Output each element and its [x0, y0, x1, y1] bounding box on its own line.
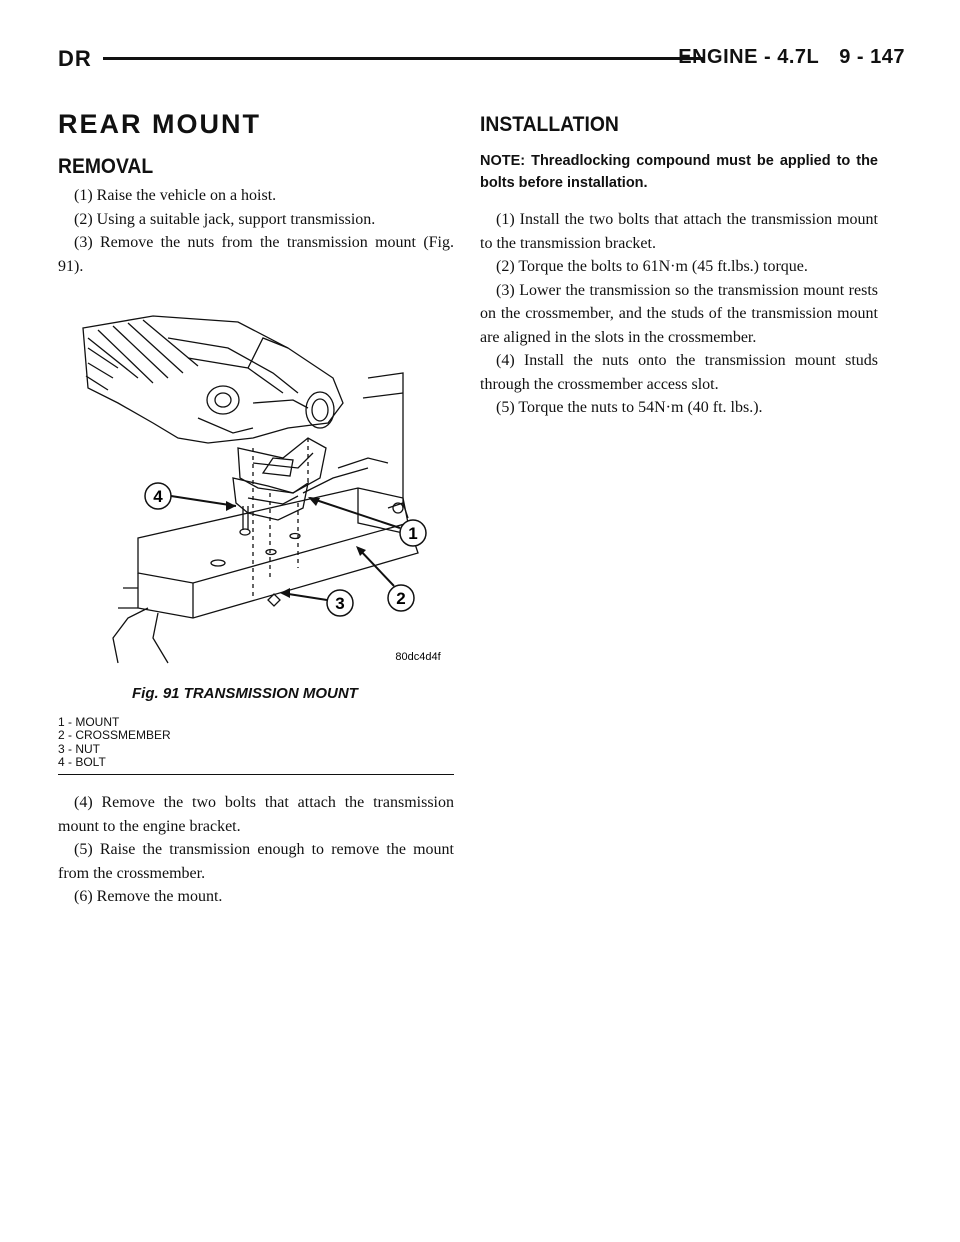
installation-step: (1) Install the two bolts that attach the transmission mount to the transmission bracket.: [480, 211, 878, 252]
installation-step: (2) Torque the bolts to 61N·m (45 ft.lbs.) torque.: [496, 258, 808, 275]
page-header: [58, 40, 905, 76]
legend-item: 3 - NUT: [58, 741, 100, 756]
header-section: [678, 46, 905, 69]
legend-item: 2 - CROSSMEMBER: [58, 728, 171, 742]
callout-3: 3: [335, 594, 345, 613]
header-rule: [103, 57, 703, 60]
removal-step: (5) Raise the transmission enough to remove the mount from the crossmember.: [58, 841, 454, 882]
removal-heading: REMOVAL: [58, 155, 154, 178]
figure-legend: [58, 716, 454, 770]
header-page-number: 9 - 147: [839, 46, 905, 68]
threadlock-note: NOTE: Threadlocking compound must be applied to the bolts before installation.: [480, 153, 878, 191]
right-column: [480, 108, 878, 420]
header-model-code: DR: [58, 46, 92, 71]
figure-code: 80dc4d4f: [395, 651, 441, 663]
installation-step: (3) Lower the transmission so the transmission mount rests on the crossmember, and the studs of the transmission mount are aligned in the slots in the crossmember.: [480, 281, 878, 346]
figure-caption: Fig. 91 TRANSMISSION MOUNT: [132, 685, 358, 702]
removal-step: (2) Using a suitable jack, support transmission.: [74, 210, 376, 228]
legend-item: 4 - BOLT: [58, 755, 106, 769]
section-title: REAR MOUNT: [58, 109, 261, 139]
header-section-title: ENGINE - 4.7L: [678, 46, 820, 68]
transmission-mount-illustration: [58, 308, 454, 668]
figure-divider: [58, 774, 454, 776]
removal-step: (4) Remove the two bolts that attach the transmission mount to the engine bracket.: [58, 794, 454, 835]
removal-step: (3) Remove the nuts from the transmission mount (Fig. 91).: [58, 234, 454, 275]
installation-step: (4) Install the nuts onto the transmission mount studs through the crossmember access slot.: [480, 352, 878, 393]
figure-transmission-mount: [58, 308, 454, 775]
legend-item: 1 - MOUNT: [58, 714, 120, 729]
left-column: [58, 108, 454, 909]
removal-step: (6) Remove the mount.: [74, 888, 223, 905]
callout-4: 4: [153, 487, 163, 506]
installation-heading: INSTALLATION: [480, 113, 619, 136]
installation-step: (5) Torque the nuts to 54N·m (40 ft. lbs.).: [496, 399, 763, 416]
callout-2: 2: [396, 589, 406, 608]
removal-step: (1) Raise the vehicle on a hoist.: [74, 187, 277, 204]
callout-1: 1: [408, 524, 418, 543]
